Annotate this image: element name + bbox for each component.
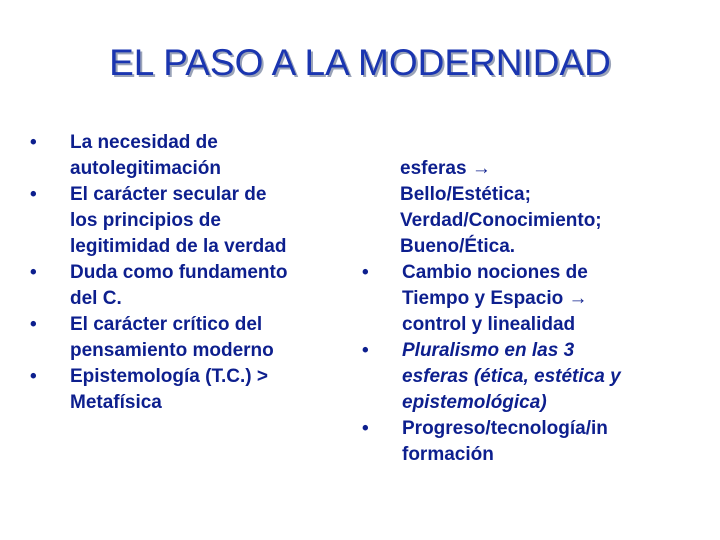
bullet-line: legitimidad de la verdad	[70, 236, 287, 257]
bullet-item	[30, 130, 360, 182]
bullet-item	[362, 416, 702, 468]
bullet-line: Progreso/tecnología/in	[402, 418, 608, 439]
bullet-line: Bueno/Ética.	[400, 236, 516, 257]
bullet-icon: •	[30, 262, 37, 283]
bullet-line: esferas (ética, estética y	[402, 366, 621, 387]
bullet-line: control y linealidad	[402, 314, 576, 335]
bullet-line: autolegitimación	[70, 158, 221, 179]
slide-title: EL PASO A LA MODERNIDAD	[109, 42, 611, 83]
bullet-line: epistemológica)	[402, 392, 547, 413]
bullet-line: Metafísica	[70, 392, 162, 413]
bullet-icon: •	[362, 418, 369, 439]
bullet-icon: •	[362, 262, 369, 283]
bullet-line: El carácter crítico del	[70, 314, 263, 335]
bullet-item	[30, 260, 360, 312]
bullet-item	[362, 338, 702, 416]
left-bullet-list	[30, 130, 360, 416]
bullet-line: los principios de	[70, 210, 221, 231]
bullet-line: Cambio nociones de	[402, 262, 588, 283]
bullet-icon: •	[30, 366, 37, 387]
bullet-line: La necesidad de	[70, 132, 218, 153]
continuation-item	[362, 156, 702, 260]
bullet-line: El carácter secular de	[70, 184, 267, 205]
bullet-icon: •	[30, 314, 37, 335]
bullet-line: del C.	[70, 288, 122, 309]
bullet-line: esferas →	[400, 158, 491, 179]
bullet-icon: •	[30, 184, 37, 205]
bullet-item	[30, 312, 360, 364]
bullet-icon: •	[362, 340, 369, 361]
bullet-item	[362, 260, 702, 338]
bullet-icon: •	[30, 132, 37, 153]
bullet-item	[30, 182, 360, 260]
bullet-line: Bello/Estética;	[400, 184, 531, 205]
bullet-line: pensamiento moderno	[70, 340, 274, 361]
bullet-line: Tiempo y Espacio →	[402, 288, 588, 309]
bullet-line: formación	[402, 444, 494, 465]
bullet-line: Verdad/Conocimiento;	[400, 210, 602, 231]
right-bullet-list	[362, 156, 702, 468]
bullet-line: Duda como fundamento	[70, 262, 288, 283]
bullet-line: Epistemología (T.C.) >	[70, 366, 268, 387]
bullet-line: Pluralismo en las 3	[402, 340, 575, 361]
bullet-item	[30, 364, 360, 416]
